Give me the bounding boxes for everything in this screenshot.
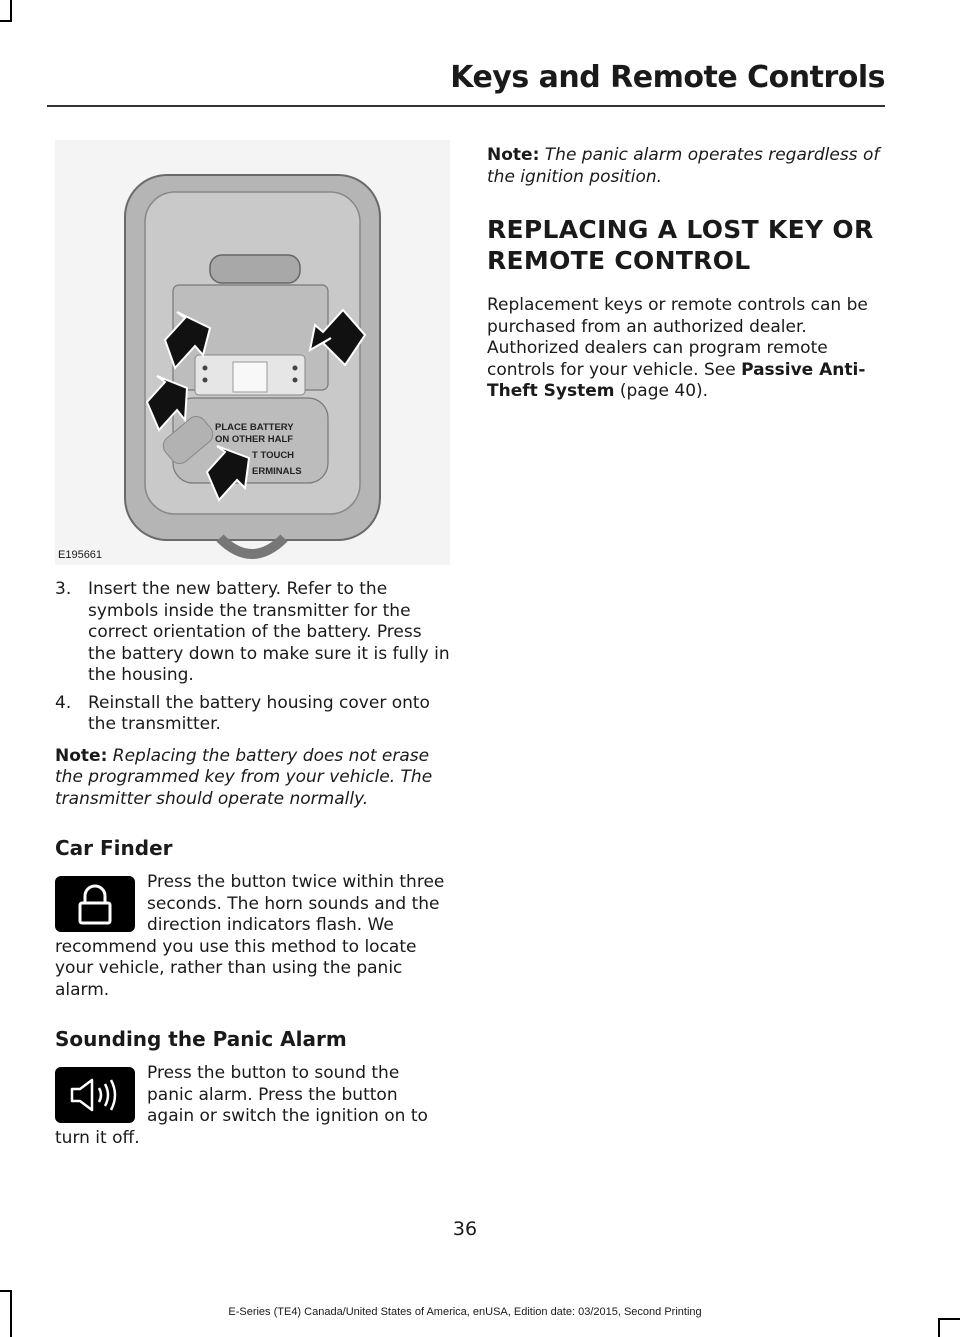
step-text: Insert the new battery. Refer to the symbols inside the transmitter for the correct orientation of the battery. Press the battery down to make sure it is fully in the housing. bbox=[88, 579, 450, 685]
list-item bbox=[55, 693, 450, 736]
note-battery bbox=[55, 746, 450, 811]
crop-mark bbox=[0, 20, 12, 22]
key-fob-illustration bbox=[55, 140, 450, 565]
crop-mark bbox=[938, 1318, 960, 1320]
horn-icon bbox=[55, 1067, 135, 1123]
replace-text-after: (page 40). bbox=[614, 381, 709, 401]
car-finder-heading: Car Finder bbox=[55, 836, 173, 860]
footer-text: E-Series (TE4) Canada/United States of America, enUSA, Edition date: 03/2015, Second Printing bbox=[228, 1306, 702, 1318]
step-list bbox=[55, 579, 450, 736]
car-finder-text: Press the button twice within three seconds. The horn sounds and the direction indicators flash. We recommend you use this method to locate your vehicle, rather than using the panic alarm. bbox=[55, 872, 445, 1000]
note-text: Replacing the battery does not erase the programmed key from your vehicle. The transmitter should operate normally. bbox=[55, 745, 433, 809]
panic-heading: Sounding the Panic Alarm bbox=[55, 1027, 347, 1051]
crop-mark bbox=[10, 0, 12, 22]
car-finder-section bbox=[55, 872, 450, 1001]
note-text: The panic alarm operates regardless of the ignition position. bbox=[487, 145, 880, 187]
replace-key-text bbox=[487, 295, 882, 403]
note-label: Note: bbox=[487, 145, 540, 165]
step-number: 4. bbox=[55, 692, 72, 713]
lock-icon bbox=[55, 876, 135, 932]
figure-code: E195661 bbox=[58, 549, 103, 561]
step-text: Reinstall the battery housing cover onto the transmitter. bbox=[88, 692, 430, 734]
figure-label-3: T TOUCH bbox=[252, 450, 295, 461]
panic-text: Press the button to sound the panic alarm. Press the button again or switch the ignition on to turn it off. bbox=[55, 1063, 428, 1148]
note-panic bbox=[487, 145, 882, 188]
figure-label-4: ERMINALS bbox=[252, 466, 302, 477]
header-divider bbox=[47, 105, 885, 107]
crop-mark bbox=[0, 1290, 12, 1292]
page-title: Keys and Remote Controls bbox=[450, 60, 885, 95]
list-item bbox=[55, 579, 450, 687]
figure-label-2: ON OTHER HALF bbox=[215, 434, 294, 445]
left-column bbox=[55, 140, 450, 1149]
page-number: 36 bbox=[452, 1218, 478, 1240]
crop-mark bbox=[938, 1318, 940, 1337]
panic-section bbox=[55, 1063, 450, 1149]
figure-label-1: PLACE BATTERY bbox=[215, 422, 294, 433]
replace-key-heading: REPLACING A LOST KEY OR REMOTE CONTROL bbox=[487, 215, 874, 275]
right-column bbox=[487, 145, 882, 403]
replace-text-before: Replacement keys or remote controls can be purchased from an authorized dealer. Authorized dealers can program remote controls for your vehicle. See bbox=[487, 295, 868, 380]
key-fob-figure bbox=[55, 140, 450, 565]
step-number: 3. bbox=[55, 579, 72, 599]
passive-anti-theft-link[interactable]: Passive Anti-Theft System bbox=[487, 359, 866, 401]
note-label: Note: bbox=[55, 745, 108, 766]
